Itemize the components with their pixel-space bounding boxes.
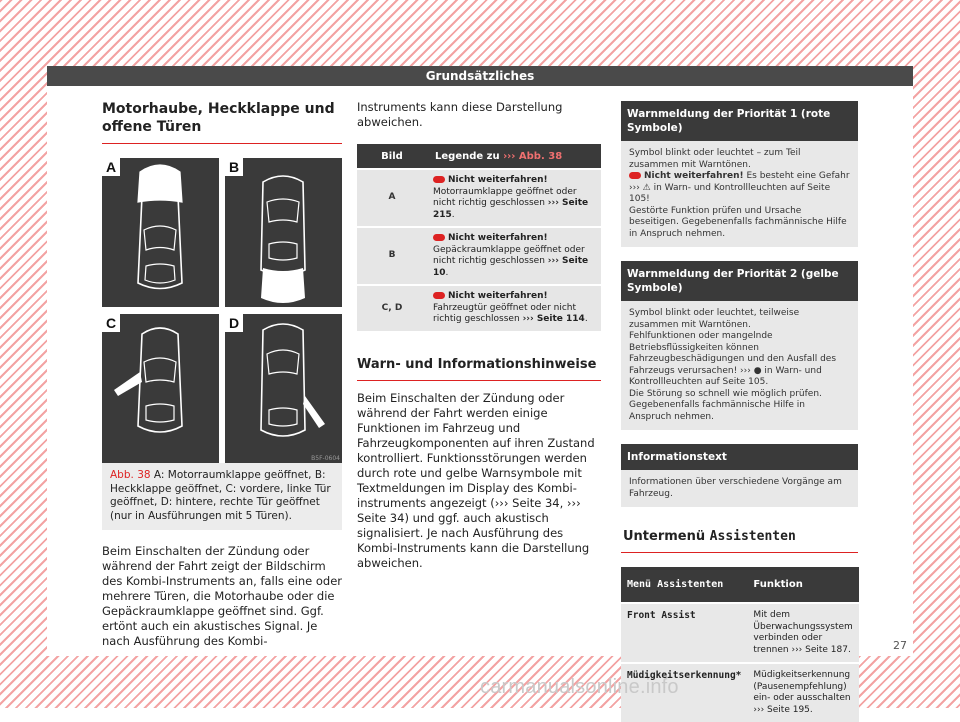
row-menu: Front Assist (621, 603, 747, 663)
col-header-menu: Menü Assistenten (621, 567, 747, 603)
figure-panel-d (225, 314, 342, 463)
panel-label-a: A (102, 158, 120, 176)
page-number: 27 (893, 639, 907, 652)
panel-label-b: B (225, 158, 243, 176)
watermark: carmanualsonline.info (480, 676, 679, 698)
submenu-rule (621, 552, 858, 553)
row-bild: C, D (357, 285, 427, 331)
col-header-bild: Bild (357, 144, 427, 169)
section-paragraph: Beim Einschalten der Zündung oder während der Fahrt werden einige Funktionen im Fahrzeug und Fahrzeugkomponenten auf ihren Zustand kontrolliert. Funktionsstörungen werden durch rote und gelbe Warnsymbole mit Textmeldungen im Display des Kombi-instruments angezeigt (››› Seite 34, ››› Seite 34) und ggf. auch akustisch signalisiert. Je nach Ausführung des Kombi-Instruments kann die Darstellung abweichen. (357, 390, 595, 570)
box-priority-2-body: Symbol blinkt oder leuchtet, teilweise zusammen mit Warntönen. Fehlfunktionen oder mangelnde Betriebsflüssigkeiten können Fahrzeugbeschädigungen und den Ausfall des Fahrzeugs verursachen! ››› ● in Warn- und Kontrollleuchten auf Seite 105. Die Störung so schnell wie möglich prüfen. Gegebenenfalls fachmännische Hilfe in Anspruch nehmen. (621, 301, 858, 430)
row-menu: Müdigkeitserkennung* (621, 663, 747, 722)
warning-icon (433, 234, 445, 241)
table-row (357, 227, 601, 285)
figure-ref: Abb. 38 (110, 469, 151, 481)
figure-panel-b (225, 158, 342, 307)
figure-code: B5F-0604 (311, 455, 340, 462)
col-header-funktion: Funktion (747, 567, 858, 603)
figure-caption (102, 463, 342, 530)
section-heading: Warn- und Informationshinweise (357, 356, 597, 372)
body-paragraph: Beim Einschalten der Zündung oder während der Fahrt zeigt der Bildschirm des Kombi-Instruments an, falls eine oder mehrere Türen, die Motorhaube oder die Gepäckraumklappe geöffnet sind. Ggf. ertönt auch ein akustisches Signal. Je nach Ausführung des Kombi- (102, 544, 343, 648)
panel-label-d: D (225, 314, 243, 332)
figure-38 (102, 158, 342, 463)
col-header-legende: Legende zu ››› Abb. 38 (427, 144, 601, 169)
warning-icon (433, 176, 445, 183)
box-info-body: Informationen über verschiedene Vorgänge am Fahrzeug. (621, 470, 858, 507)
table-row (357, 169, 601, 227)
section-title: Motorhaube, Heckklappe und offene Türen (102, 101, 335, 135)
box-priority-1-title: Warnmeldung der Priorität 1 (rote Symbole) (621, 101, 858, 141)
panel-label-c: C (102, 314, 120, 332)
row-function: Mit dem Überwachungssystem verbinden oder trennen ››› Seite 187. (747, 603, 858, 663)
caption-text: A: Motorraumklappe geöffnet, B: Heckklappe geöffnet, C: vordere, linke Tür geöffnet, D: hintere, rechte Tür geöffnet (nur in Ausführungen mit 5 Türen). (110, 469, 331, 522)
box-priority-2-title: Warnmeldung der Priorität 2 (gelbe Symbole) (621, 261, 858, 301)
table-row (621, 603, 859, 663)
row-legend: Nicht weiterfahren! Gepäckraumklappe geöffnet oder nicht richtig geschlossen ››› Seite 10. (427, 227, 601, 285)
row-function: Müdigkeitserkennung (Pausenempfehlung) ein- oder ausschalten ››› Seite 195. (747, 663, 858, 722)
column-2 (357, 100, 601, 571)
section-rule (357, 380, 601, 381)
row-legend: Nicht weiterfahren! Motorraumklappe geöffnet oder nicht richtig geschlossen ››› Seite 215. (427, 169, 601, 227)
legend-table (357, 144, 601, 331)
column-3 (621, 101, 858, 722)
intro-paragraph: Instruments kann diese Darstellung abweichen. (357, 100, 563, 129)
title-rule (102, 143, 342, 144)
warning-icon (629, 172, 641, 179)
column-1 (102, 100, 342, 649)
warning-icon (433, 292, 445, 299)
row-bild: B (357, 227, 427, 285)
figure-panel-a (102, 158, 219, 307)
row-bild: A (357, 169, 427, 227)
figure-panel-c (102, 314, 219, 463)
box-info-title: Informationstext (621, 444, 858, 470)
row-legend: Nicht weiterfahren! Fahrzeugtür geöffnet oder nicht richtig geschlossen ››› Seite 114. (427, 285, 601, 331)
box-priority-1-body: Symbol blinkt oder leuchtet – zum Teil zusammen mit Warntönen. Nicht weiterfahren! Es besteht eine Gefahr ››› ⚠ in Warn- und Kontrollleuchten auf Seite 105! Gestörte Funktion prüfen und Ursache beseitigen. Gegebenenfalls fachmännische Hilfe in Anspruch nehmen. (621, 141, 858, 247)
submenu-heading: Untermenü Assistenten (623, 529, 796, 544)
page-header: Grundsätzliches (47, 66, 913, 86)
table-row (357, 285, 601, 331)
